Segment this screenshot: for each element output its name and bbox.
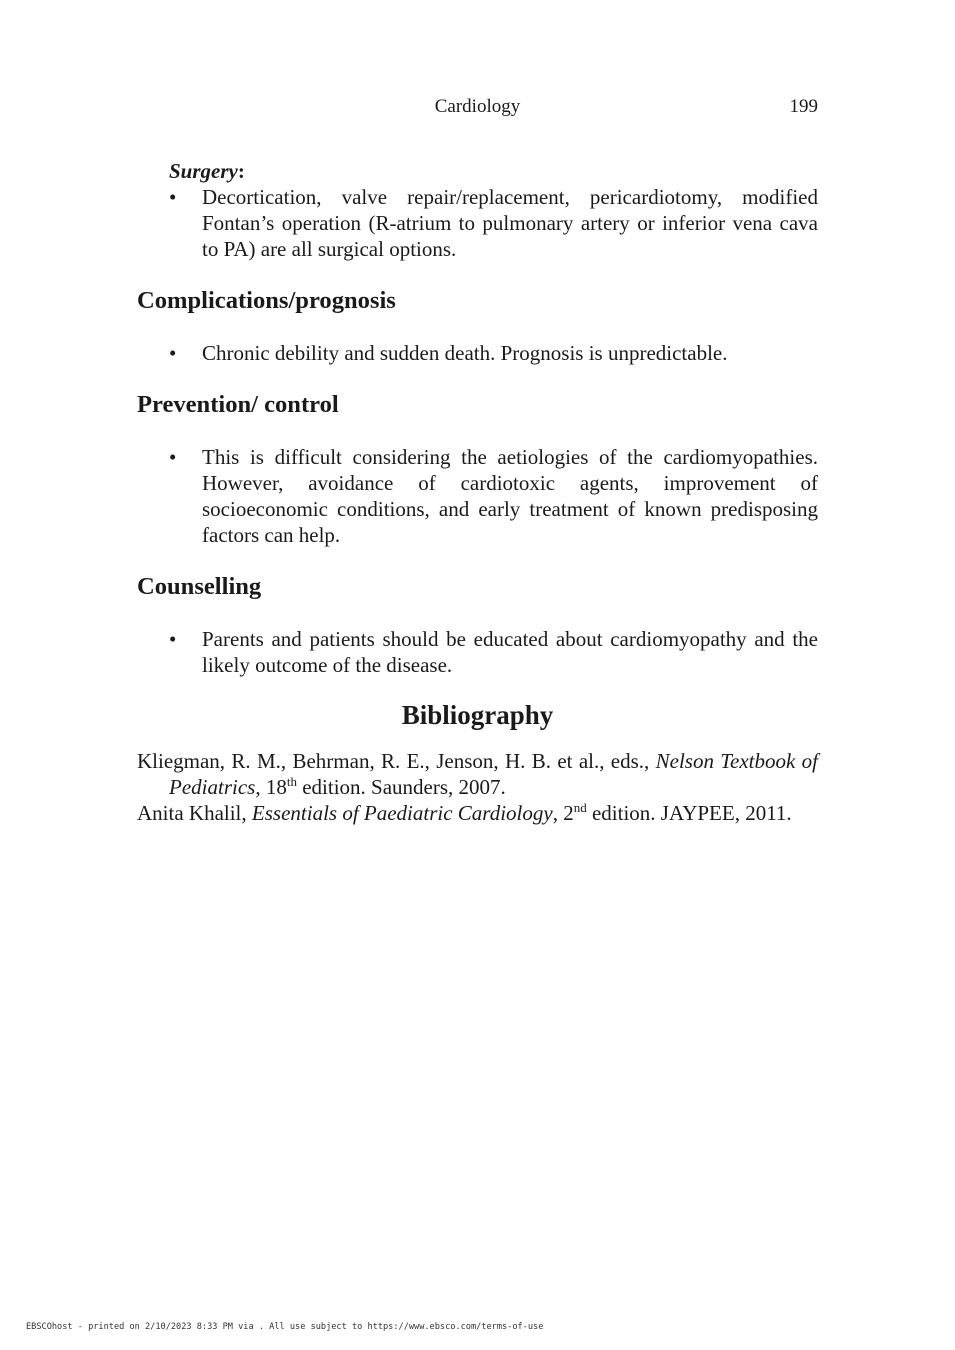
section-heading-complications: Complications/prognosis xyxy=(137,287,396,314)
list-item-text: This is difficult considering the aetiologies of the cardiomyopathies. However, avoidance of cardiotoxic agents, improvement of socioeconomic conditions, and early treatment of known predisposing factors can help. xyxy=(202,445,818,547)
reference-publisher: edition. Saunders, 2007. xyxy=(296,775,506,799)
page-header xyxy=(0,96,955,122)
reference-separator: , xyxy=(255,775,266,799)
bullet-icon: • xyxy=(169,341,177,365)
bullet-icon: • xyxy=(169,185,177,209)
list-item xyxy=(137,340,818,366)
reference-entry xyxy=(137,748,818,800)
reference-edition-suffix: th xyxy=(286,774,297,789)
complications-list xyxy=(137,340,818,366)
list-item-text: Decortication, valve repair/replacement, pericardiotomy, modified Fontan’s operation (R-atrium to pulmonary artery or inferior vena cava to PA) are all surgical options. xyxy=(202,185,818,261)
bullet-icon: • xyxy=(169,627,177,651)
reference-edition-number: 18 xyxy=(265,775,287,799)
bullet-icon: • xyxy=(169,445,177,469)
list-item-text: Parents and patients should be educated about cardiomyopathy and the likely outcome of the disease. xyxy=(202,627,818,677)
reference-authors: Kliegman, R. M., Behrman, R. E., Jenson, H. B. et al., eds., xyxy=(137,749,650,773)
bibliography-title: Bibliography xyxy=(401,700,554,730)
surgery-list xyxy=(137,184,818,262)
reference-authors: Anita Khalil, xyxy=(137,801,247,825)
reference-edition-number: 2 xyxy=(563,801,574,825)
reference-title: Essentials of Paediatric Cardiology xyxy=(251,801,553,825)
reference-publisher: edition. JAYPEE, 2011. xyxy=(586,801,792,825)
prevention-list xyxy=(137,444,818,548)
print-footer: EBSCOhost - printed on 2/10/2023 8:33 PM via . All use subject to https://www.ebsco.com/terms-of-use xyxy=(26,1322,544,1332)
counselling-list xyxy=(137,626,818,678)
reference-edition-suffix: nd xyxy=(573,800,587,815)
running-head: Cardiology xyxy=(434,96,521,117)
list-item xyxy=(137,626,818,678)
reference-entry xyxy=(137,800,818,826)
reference-title: Nelson Textbook of Pediatrics xyxy=(169,749,818,799)
list-item-text: Chronic debility and sudden death. Prognosis is unpredictable. xyxy=(202,341,728,365)
surgery-subheading xyxy=(169,158,818,184)
list-item xyxy=(137,444,818,548)
surgery-label: Surgery xyxy=(169,159,238,183)
page-content xyxy=(137,158,818,826)
page-number: 199 xyxy=(789,96,818,117)
list-item xyxy=(137,184,818,262)
section-heading-prevention: Prevention/ control xyxy=(137,391,339,418)
section-heading-counselling: Counselling xyxy=(137,573,262,600)
reference-separator: , xyxy=(552,801,564,825)
surgery-colon: : xyxy=(237,159,245,183)
